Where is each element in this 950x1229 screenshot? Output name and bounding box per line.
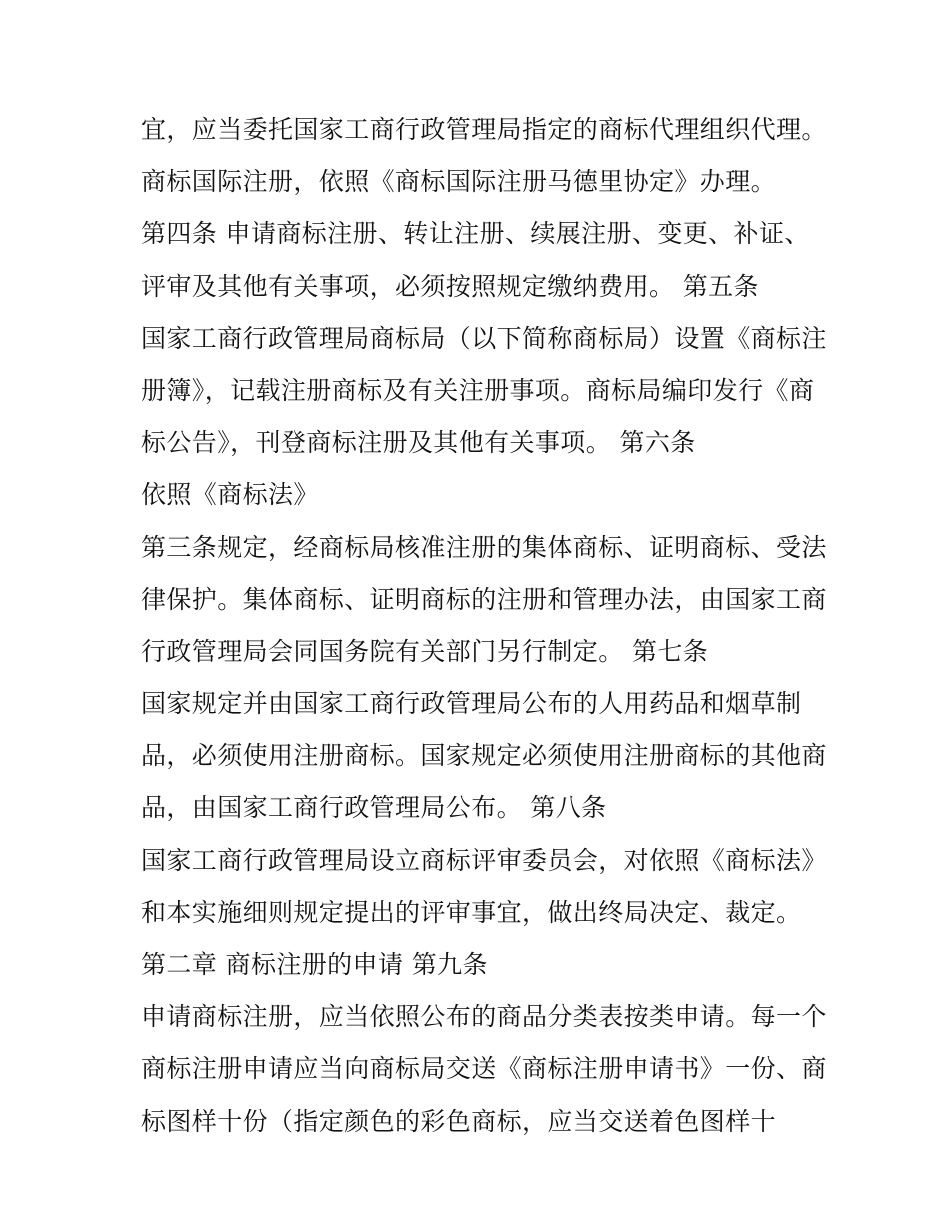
- text-line: 第三条规定，经商标局核准注册的集体商标、证明商标、受法: [141, 532, 827, 562]
- text-line: 国家规定并由国家工商行政管理局公布的人用药品和烟草制: [141, 689, 802, 719]
- text-line: 评审及其他有关事项，必须按照规定缴纳费用。 第五条: [141, 271, 759, 301]
- text-line: 第二章 商标注册的申请 第九条: [141, 950, 488, 979]
- text-line: 商标国际注册，依照《商标国际注册马德里协定》办理。: [141, 167, 777, 197]
- text-line: 标图样十份（指定颜色的彩色商标，应当交送着色图样十: [141, 1106, 777, 1136]
- text-line: 依照《商标法》: [141, 480, 319, 510]
- text-line: 申请商标注册，应当依照公布的商品分类表按类申请。每一个: [141, 1002, 827, 1032]
- text-line: 律保护。集体商标、证明商标的注册和管理办法，由国家工商: [141, 584, 827, 614]
- text-line: 册簿》，记载注册商标及有关注册事项。商标局编印发行《商: [141, 375, 815, 405]
- text-line: 行政管理局会同国务院有关部门另行制定。 第七条: [141, 636, 709, 666]
- text-line: 宜，应当委托国家工商行政管理局指定的商标代理组织代理。: [141, 115, 827, 144]
- text-line: 国家工商行政管理局商标局（以下简称商标局）设置《商标注: [141, 323, 827, 353]
- text-line: 和本实施细则规定提出的评审事宜，做出终局决定、裁定。: [141, 897, 802, 927]
- text-line: 标公告》，刊登商标注册及其他有关事项。 第六条: [141, 428, 696, 458]
- text-line: 品，由国家工商行政管理局公布。 第八条: [141, 793, 607, 823]
- text-line: 商标注册申请应当向商标局交送《商标注册申请书》一份、商: [141, 1054, 827, 1084]
- document-body: [141, 104, 827, 1148]
- text-line: 国家工商行政管理局设立商标评审委员会，对依照《商标法》: [141, 845, 827, 875]
- text-line: 品，必须使用注册商标。国家规定必须使用注册商标的其他商: [141, 741, 827, 771]
- text-line: 第四条 申请商标注册、转让注册、续展注册、变更、补证、: [141, 219, 810, 249]
